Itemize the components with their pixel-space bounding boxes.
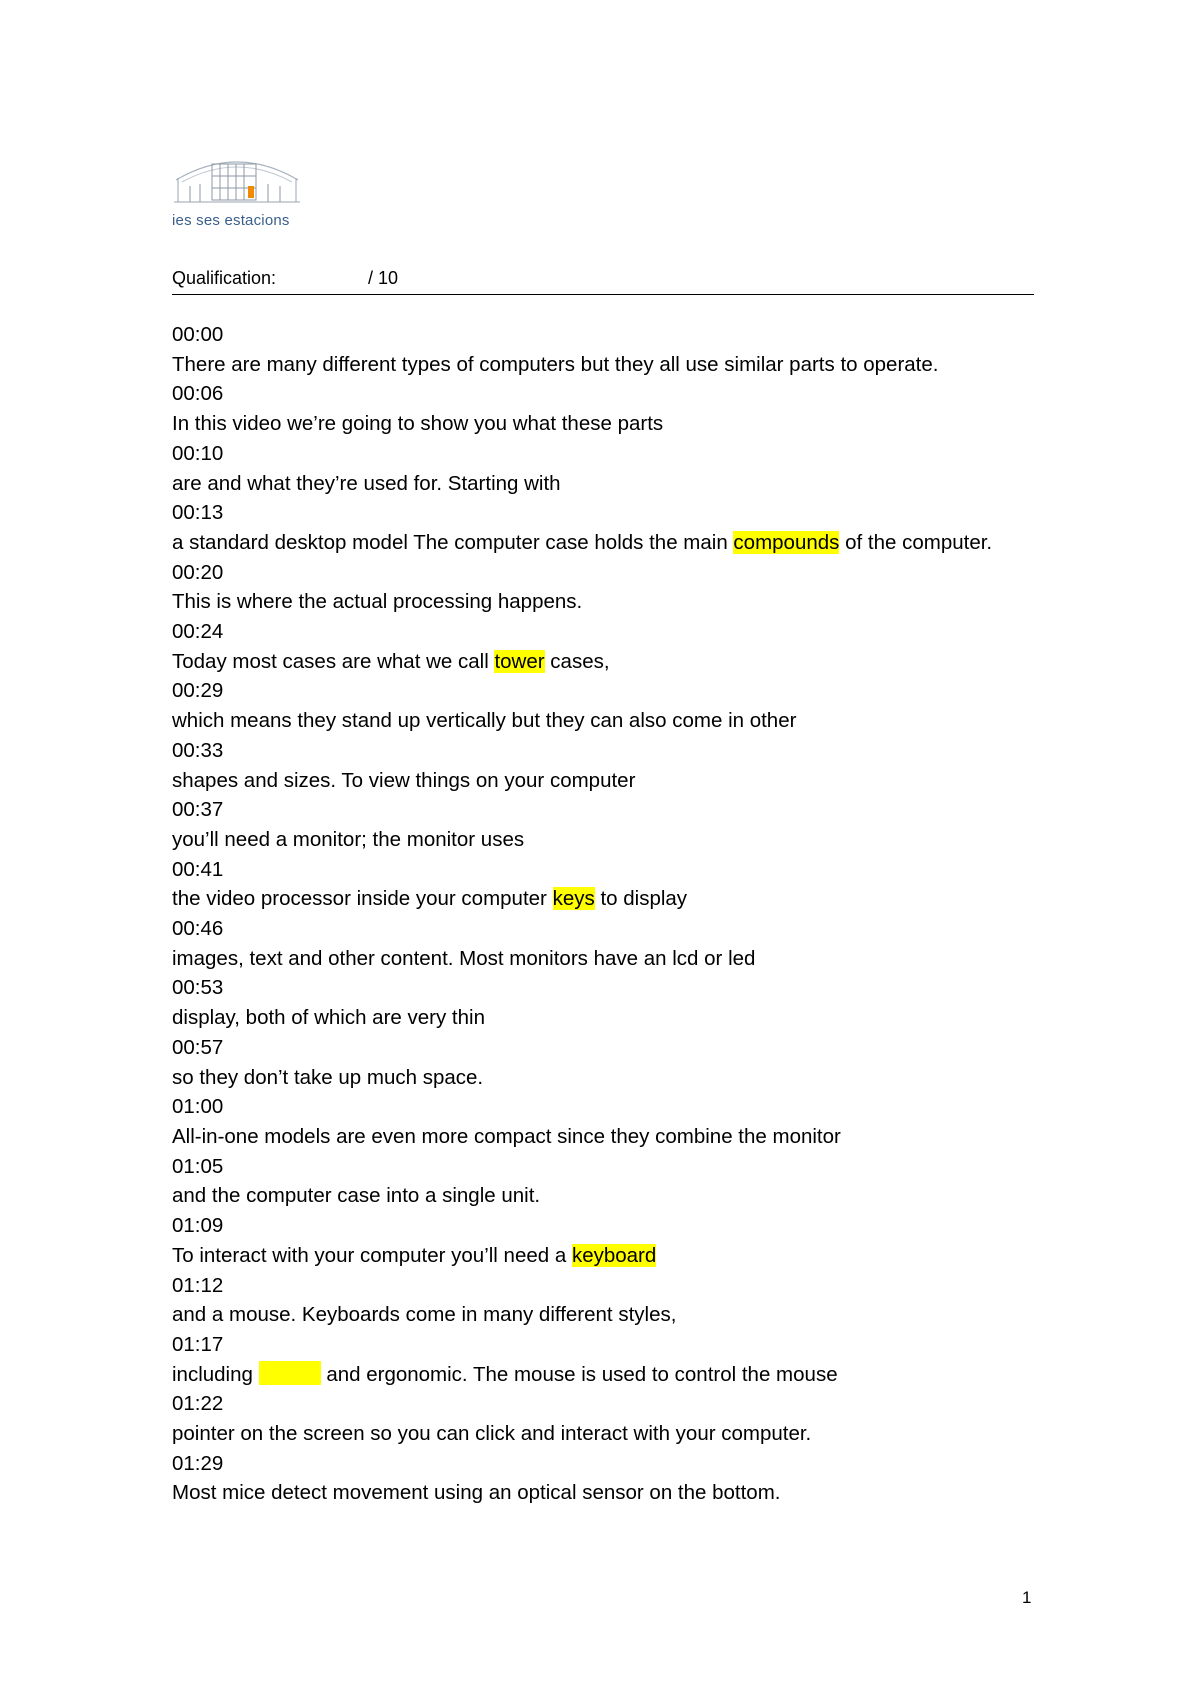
transcript-entry bbox=[172, 1033, 1052, 1092]
timestamp: 00:06 bbox=[172, 382, 224, 406]
transcript-entry bbox=[172, 1271, 1052, 1330]
timestamp: 00:10 bbox=[172, 441, 224, 465]
text-segment: images, text and other content. Most monitors have an lcd or led bbox=[172, 946, 756, 970]
transcript-entry bbox=[172, 1330, 1052, 1389]
school-building-logo-icon bbox=[172, 150, 302, 212]
text-segment: are and what they’re used for. Starting with bbox=[172, 471, 561, 495]
text-segment: All-in-one models are even more compact since they combine the monitor bbox=[172, 1124, 841, 1148]
transcript-line bbox=[172, 1181, 1052, 1211]
qualification-score: / 10 bbox=[368, 268, 399, 288]
timestamp: 00:20 bbox=[172, 560, 224, 584]
timestamp: 00:53 bbox=[172, 976, 224, 1000]
text-segment: pointer on the screen so you can click and interact with your computer. bbox=[172, 1422, 812, 1446]
transcript-entry bbox=[172, 1211, 1052, 1270]
timestamp: 01:29 bbox=[172, 1451, 224, 1475]
transcript-entry bbox=[172, 379, 1052, 438]
timestamp: 00:29 bbox=[172, 679, 224, 703]
transcript-line bbox=[172, 1122, 1052, 1152]
transcript-line bbox=[172, 1360, 1052, 1390]
timestamp: 01:05 bbox=[172, 1154, 224, 1178]
text-segment: and ergonomic. The mouse is used to control the mouse bbox=[320, 1362, 838, 1386]
transcript-line bbox=[172, 1003, 1052, 1033]
transcript-line bbox=[172, 884, 1052, 914]
transcript-entry bbox=[172, 558, 1052, 617]
text-segment: Most mice detect movement using an optical sensor on the bottom. bbox=[172, 1481, 781, 1505]
text-segment: display, both of which are very thin bbox=[172, 1006, 485, 1030]
transcript-line bbox=[172, 766, 1052, 796]
timestamp: 01:17 bbox=[172, 1332, 224, 1356]
text-segment: which means they stand up vertically but they can also come in other bbox=[172, 709, 797, 733]
transcript-line bbox=[172, 1419, 1052, 1449]
timestamp: 00:24 bbox=[172, 620, 224, 644]
fill-in-blank[interactable] bbox=[259, 1361, 321, 1385]
timestamp: 00:37 bbox=[172, 798, 224, 822]
transcript-entry bbox=[172, 973, 1052, 1032]
timestamp: 00:57 bbox=[172, 1035, 224, 1059]
timestamp: 01:00 bbox=[172, 1095, 224, 1119]
transcript-entry bbox=[172, 498, 1052, 557]
transcript-entry bbox=[172, 617, 1052, 676]
text-segment: and the computer case into a single unit. bbox=[172, 1184, 541, 1208]
transcript-entry bbox=[172, 855, 1052, 914]
transcript-line bbox=[172, 587, 1052, 617]
transcript-line bbox=[172, 469, 1052, 499]
text-segment: so they don’t take up much space. bbox=[172, 1065, 484, 1089]
timestamp: 00:33 bbox=[172, 738, 224, 762]
transcript-entry bbox=[172, 320, 1052, 379]
highlighted-word: tower bbox=[494, 649, 545, 673]
transcript-line bbox=[172, 1300, 1052, 1330]
highlighted-word: keyboard bbox=[571, 1243, 657, 1267]
highlighted-word: compounds bbox=[733, 530, 840, 554]
timestamp: 01:09 bbox=[172, 1214, 224, 1238]
transcript-line bbox=[172, 350, 1052, 380]
text-segment: you’ll need a monitor; the monitor uses bbox=[172, 827, 525, 851]
qualification-line bbox=[172, 268, 1034, 295]
timestamp: 00:00 bbox=[172, 323, 224, 346]
transcript-entry bbox=[172, 1152, 1052, 1211]
text-segment: shapes and sizes. To view things on your computer bbox=[172, 768, 636, 792]
qualification-label: Qualification: bbox=[172, 268, 277, 288]
transcript-entry bbox=[172, 1449, 1052, 1508]
text-segment: This is where the actual processing happens. bbox=[172, 590, 583, 614]
logo-text: ies ses estacions bbox=[172, 212, 290, 229]
timestamp: 00:46 bbox=[172, 917, 224, 941]
timestamp: 00:13 bbox=[172, 501, 224, 525]
transcript-entry bbox=[172, 795, 1052, 854]
transcript-line bbox=[172, 1063, 1052, 1093]
text-segment: There are many different types of computers but they all use similar parts to operate. bbox=[172, 352, 939, 376]
school-logo bbox=[172, 150, 312, 235]
transcript-line bbox=[172, 1478, 1052, 1508]
transcript-entry bbox=[172, 736, 1052, 795]
page-number: 1 bbox=[1022, 1588, 1032, 1607]
transcript-line bbox=[172, 706, 1052, 736]
text-segment: a standard desktop model The computer case holds the main bbox=[172, 530, 734, 554]
transcript-line bbox=[172, 825, 1052, 855]
text-segment: In this video we’re going to show you what these parts bbox=[172, 412, 664, 436]
highlighted-word: keys bbox=[552, 887, 595, 911]
text-segment: of the computer. bbox=[839, 530, 993, 554]
transcript-line bbox=[172, 647, 1052, 677]
transcript-entry bbox=[172, 1092, 1052, 1151]
text-segment: To interact with your computer you’ll need a bbox=[172, 1243, 572, 1267]
transcript-line bbox=[172, 944, 1052, 974]
transcript-line bbox=[172, 1241, 1052, 1271]
text-segment: Today most cases are what we call bbox=[172, 649, 495, 673]
transcript-entry bbox=[172, 676, 1052, 735]
transcript bbox=[172, 320, 1052, 1508]
text-segment: to display bbox=[594, 887, 688, 911]
text-segment: including bbox=[172, 1362, 259, 1386]
timestamp: 01:12 bbox=[172, 1273, 224, 1297]
transcript-entry bbox=[172, 914, 1052, 973]
transcript-line bbox=[172, 409, 1052, 439]
text-segment: and a mouse. Keyboards come in many different styles, bbox=[172, 1303, 677, 1327]
timestamp: 01:22 bbox=[172, 1392, 224, 1416]
transcript-entry bbox=[172, 439, 1052, 498]
timestamp: 00:41 bbox=[172, 857, 224, 881]
text-segment: the video processor inside your computer bbox=[172, 887, 553, 911]
transcript-line bbox=[172, 528, 1052, 558]
transcript-entry bbox=[172, 1389, 1052, 1448]
text-segment: cases, bbox=[544, 649, 610, 673]
